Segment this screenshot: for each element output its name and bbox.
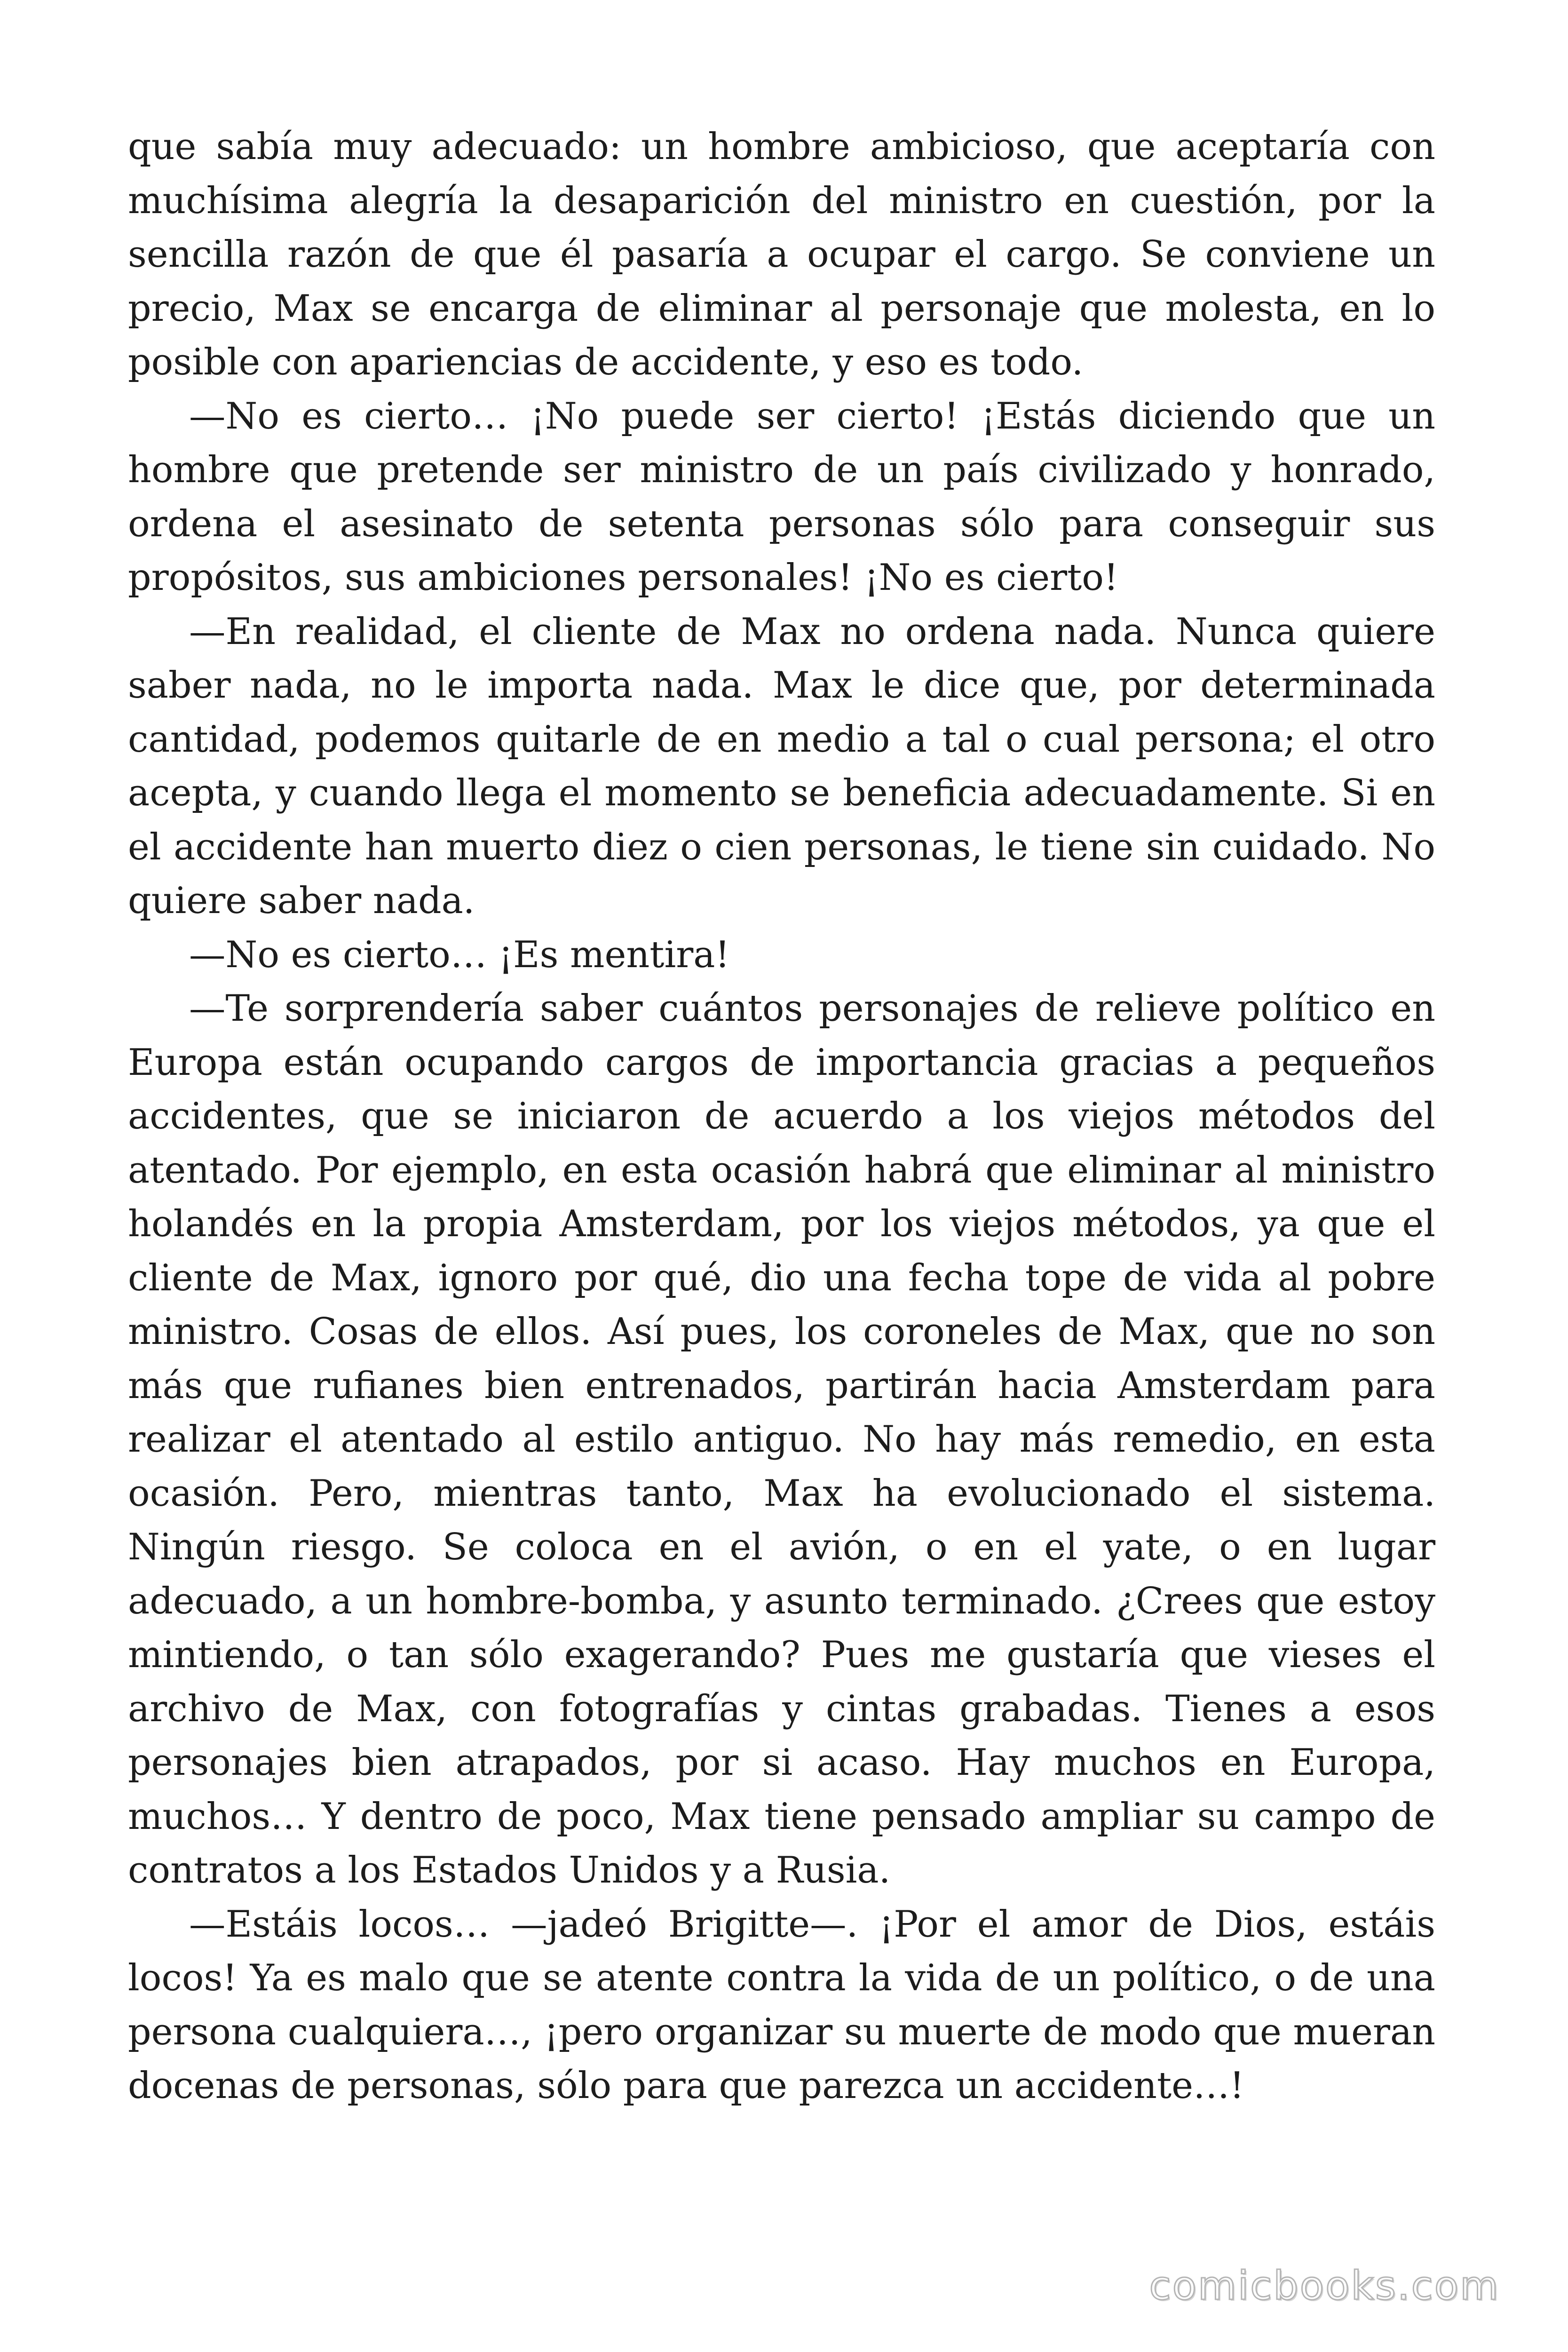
paragraph-6: —Estáis locos… —jadeó Brigitte—. ¡Por el amor de Dios, estáis locos! Ya es malo que se atente contra la vida de un político, o de una persona cualquiera…, ¡pero organizar su muerte de modo que mueran docenas de personas, sólo para que parezca un accidente…! — [128, 1903, 1435, 2107]
paragraph-5: —Te sorprendería saber cuántos personajes de relieve político en Europa están ocupando cargos de importancia gracias a pequeños accidentes, que se iniciaron de acuerdo a los viejos métodos del atentado. Por ejemplo, en esta ocasión habrá que eliminar al ministro holandés en la propia Amsterdam, por los viejos métodos, ya que el cliente de Max, ignoro por qué, dio una fecha tope de vida al pobre ministro. Cosas de ellos. Así pues, los coroneles de Max, que no son más que rufianes bien entrenados, partirán hacia Amsterdam para realizar el atentado al estilo antiguo. No hay más remedio, en esta ocasión. Pero, mientras tanto, Max ha evolucionado el sistema. Ningún riesgo. Se coloca en el avión, o en el yate, o en lugar adecuado, a un hombre-bomba, y asunto terminado. ¿Crees que estoy mintiendo, o tan sólo exagerando? Pues me gustaría que vieses el archivo de Max, con fotografías y cintas grabadas. Tienes a esos personajes bien atrapados, por si acaso. Hay muchos en Europa, muchos… Y dentro de poco, Max tiene pensado ampliar su campo de contratos a los Estados Unidos y a Rusia. — [128, 987, 1435, 1891]
watermark-logo: comicbooks.com — [1149, 2263, 1500, 2309]
body-text — [128, 120, 1435, 2113]
paragraph-1: que sabía muy adecuado: un hombre ambicioso, que aceptaría con muchísima alegría la desaparición del ministro en cuestión, por la sencilla razón de que él pasaría a ocupar el cargo. Se conviene un precio, Max se encarga de eliminar al personaje que molesta, en lo posible con apariencias de accidente, y eso es todo. — [128, 126, 1435, 383]
paragraph-2: —No es cierto… ¡No puede ser cierto! ¡Estás diciendo que un hombre que pretende ser ministro de un país civilizado y honrado, ordena el asesinato de setenta personas sólo para conseguir sus propósitos, sus ambiciones personales! ¡No es cierto! — [128, 395, 1435, 599]
paragraph-4: —No es cierto… ¡Es mentira! — [189, 933, 730, 976]
paragraph-3: —En realidad, el cliente de Max no ordena nada. Nunca quiere saber nada, no le importa nada. Max le dice que, por determinada cantidad, podemos quitarle de en medio a tal o cual persona; el otro acepta, y cuando llega el momento se beneficia adecuadamente. Si en el accidente han muerto diez o cien personas, le tiene sin cuidado. No quiere saber nada. — [128, 610, 1435, 922]
